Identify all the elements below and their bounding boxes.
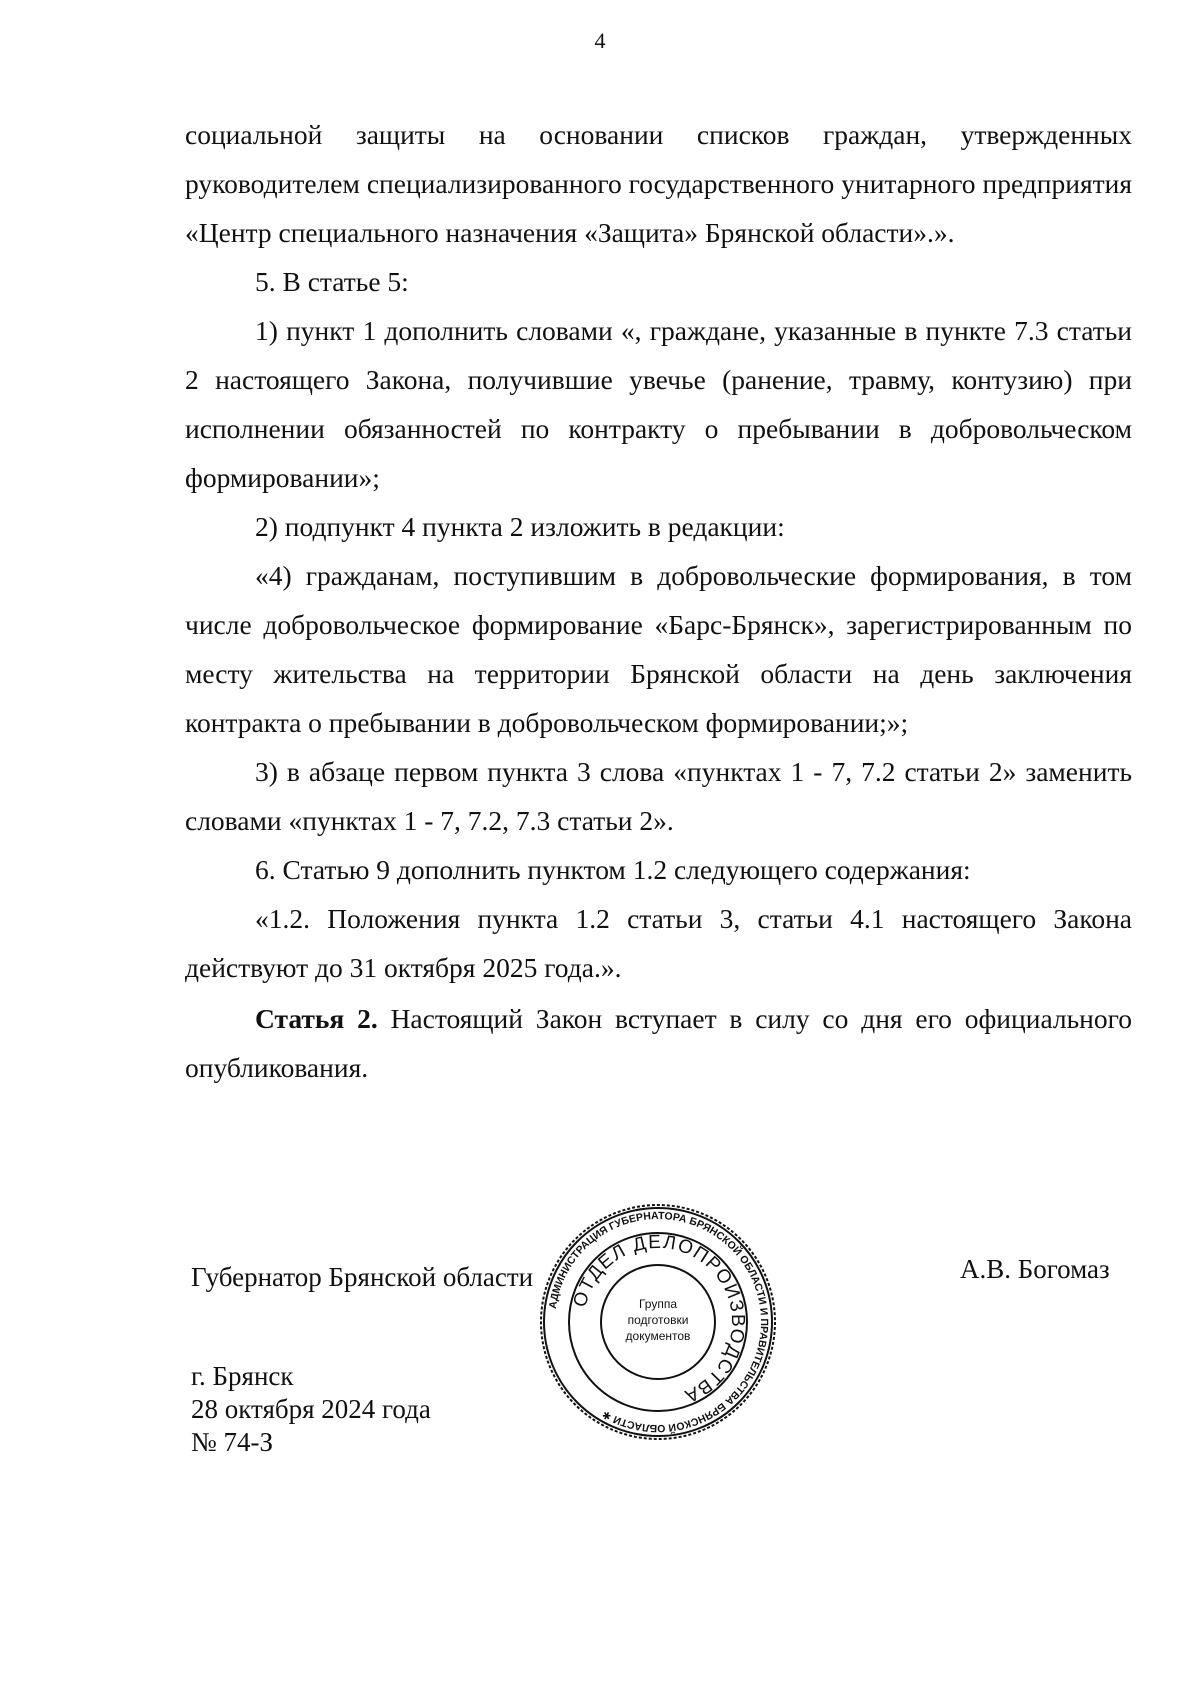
paragraph: «1.2. Положения пункта 1.2 статьи 3, статьи 4.1 настоящего Закона действуют до 31 октября 2025 года.». <box>185 903 1132 983</box>
article-2 <box>185 994 1132 1092</box>
place-date-block <box>191 1360 431 1459</box>
stamp-center-line: Группа <box>638 1297 678 1311</box>
stamp-center-line: подготовки <box>627 1313 689 1327</box>
paragraph: 1) пункт 1 дополнить словами «, граждане, указанные в пункте 7.3 статьи 2 настоящего Закона, получившие увечье (ранение, травму, контузию) при исполнении обязанностей по контракту о пребывании в добровольческом формировании»; <box>185 315 1132 493</box>
date: 28 октября 2024 года <box>191 1394 431 1424</box>
signatory-title: Губернатор Брянской области <box>191 1262 534 1292</box>
paragraph: социальной защиты на основании списков граждан, утвержденных руководителем специализированного государственного унитарного предприятия «Центр специального назначения «Защита» Брянской области».». <box>185 119 1132 248</box>
page-number: 4 <box>594 28 606 53</box>
paragraph: 2) подпункт 4 пункта 2 изложить в редакции: <box>255 511 785 542</box>
city: г. Брянск <box>191 1361 294 1391</box>
paragraph: 5. В статье 5: <box>255 266 409 297</box>
article-heading: Статья 2. <box>255 1003 378 1034</box>
official-stamp <box>538 1202 778 1442</box>
stamp-center-line: документов <box>625 1329 691 1343</box>
stamp-outer-text: АДМИНИСТРАЦИЯ ГУБЕРНАТОРА БРЯНСКОЙ ОБЛАСТИ И ПРАВИТЕЛЬСТВА БРЯНСКОЙ ОБЛАСТИ ✱ <box>546 1209 771 1435</box>
article-text: Настоящий Закон вступает в силу со дня его официального опубликования. <box>185 1003 1132 1083</box>
paragraph: «4) гражданам, поступившим в добровольческие формирования, в том числе добровольческое формирование «Барс-Брянск», зарегистрированным по месту жительства на территории Брянской области на день заключения контракта о пребывании в добровольческом формировании;»; <box>185 560 1132 738</box>
law-number: № 74-З <box>191 1427 274 1457</box>
stamp-inner-text: ОТДЕЛ ДЕЛОПРОИЗВОДСТВА <box>569 1231 749 1407</box>
signatory-name: А.В. Богомаз <box>960 1254 1110 1284</box>
paragraph: 3) в абзаце первом пункта 3 слова «пунктах 1 - 7, 7.2 статьи 2» заменить словами «пунктах 1 - 7, 7.2, 7.3 статьи 2». <box>185 756 1132 836</box>
paragraph: 6. Статью 9 дополнить пунктом 1.2 следующего содержания: <box>255 854 971 885</box>
document-body <box>185 110 1132 1092</box>
